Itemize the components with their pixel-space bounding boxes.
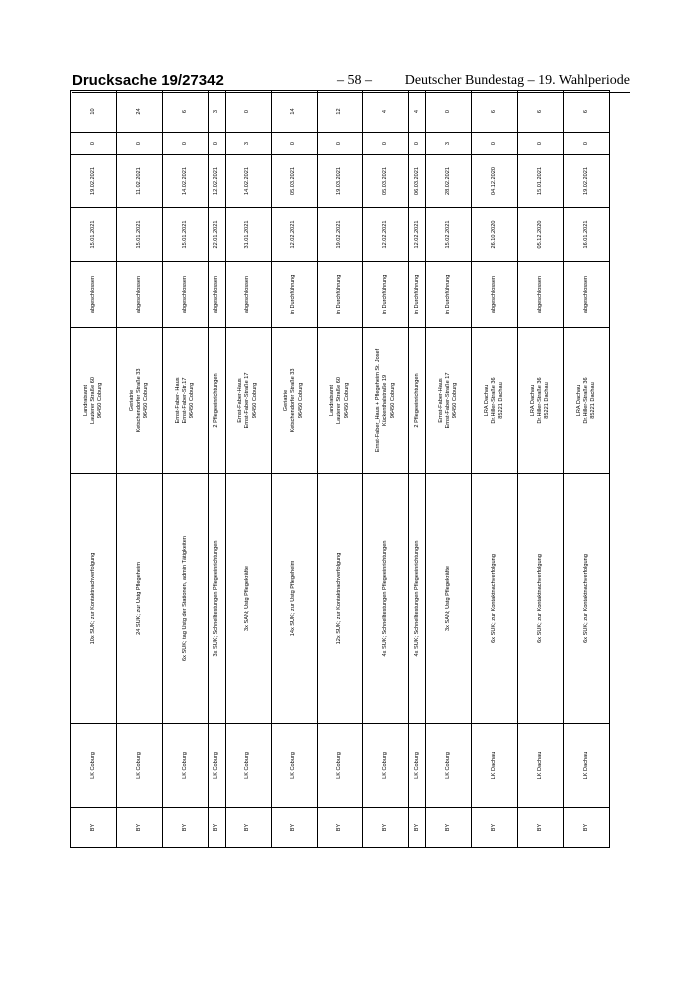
cell-measure: 10x SUK; zur Kontaktnachverfolgung — [71, 474, 117, 724]
location-line: Landratsamt — [329, 384, 336, 417]
cell-status: in Durchführung — [363, 262, 409, 328]
location-line: Lauterer Straße 60 — [89, 377, 96, 424]
cell-status: abgeschlossen — [518, 262, 564, 328]
location-line: Ernst-Faber-Str.17 — [181, 377, 188, 424]
cell-status: abgeschlossen — [116, 262, 162, 328]
page-header — [72, 72, 630, 92]
location-line: Ernst-Faber-Haus — [237, 378, 244, 423]
cell-measure: 14x SUK; zur Ustg Pflegeheim — [271, 474, 317, 724]
page-number: – 58 – — [337, 73, 372, 88]
cell-end-date: 19.02.2021 — [71, 155, 117, 208]
cell-count-b: 6 — [564, 91, 610, 133]
location-line: 85221 Dachau — [590, 382, 597, 419]
table-body — [71, 91, 610, 848]
cell-start-date: 15.01.2021 — [162, 208, 208, 262]
location-line: Lauterer Straße 60 — [336, 377, 343, 424]
cell-land: BY — [71, 808, 117, 848]
cell-start-date: 22.01.2021 — [208, 208, 225, 262]
document-number — [72, 72, 224, 89]
location-line: 96450 Coburg — [97, 382, 104, 419]
location-line: 96450 Coburg — [452, 382, 459, 419]
cell-location — [363, 328, 409, 474]
cell-land: BY — [518, 808, 564, 848]
location-line: Dr.Hiller-Straße 36 — [490, 377, 497, 424]
cell-count-b: 14 — [271, 91, 317, 133]
cell-district: LK Dachau — [472, 724, 518, 808]
cell-land: BY — [271, 808, 317, 848]
cell-measure: 4x SUK; Schnelltestungen Pflegeeinrichtungen — [409, 474, 426, 724]
cell-measure: 12x SUK; zur Kontaktnachverfolgung — [317, 474, 363, 724]
location-line: 2 Pflegeeinrichtungen — [413, 373, 420, 428]
cell-count-a: 0 — [271, 133, 317, 155]
cell-measure: 6x SUK; tag Ustg der Stationen, admin Tätigkeiten — [162, 474, 208, 724]
location-line: 96450 Coburg — [297, 382, 304, 419]
cell-count-b: 0 — [426, 91, 472, 133]
cell-count-a: 3 — [225, 133, 271, 155]
location-line: 96450 Coburg — [389, 382, 396, 419]
cell-start-date: 12.02.2021 — [409, 208, 426, 262]
cell-count-a: 3 — [426, 133, 472, 155]
cell-measure: 6x SUK; zur Kontaktnachverfolgung — [518, 474, 564, 724]
cell-count-a: 0 — [518, 133, 564, 155]
location-line: Ketschendorfer Straße 33 — [135, 368, 142, 433]
cell-measure: 6x SUK; zur Kontaktnachverfolgung — [564, 474, 610, 724]
cell-end-date: 14.02.2021 — [162, 155, 208, 208]
table-row — [208, 91, 225, 848]
table-row — [162, 91, 208, 848]
cell-status: abgeschlossen — [225, 262, 271, 328]
cell-start-date: 26.10.2020 — [472, 208, 518, 262]
location-line: 96450 Coburg — [143, 382, 150, 419]
cell-start-date: 15.02.2021 — [426, 208, 472, 262]
cell-count-a: 0 — [71, 133, 117, 155]
document-number-value: 27342 — [182, 72, 224, 89]
cell-measure: 24 SUK; zur Ustg Pflegeheim — [116, 474, 162, 724]
location-line: Ernst-Faber-Straße 17 — [244, 372, 251, 429]
cell-count-b: 24 — [116, 91, 162, 133]
cell-count-a: 0 — [363, 133, 409, 155]
cell-count-a: 0 — [564, 133, 610, 155]
cell-count-b: 6 — [162, 91, 208, 133]
cell-location — [409, 328, 426, 474]
cell-location — [162, 328, 208, 474]
cell-district: LK Coburg — [409, 724, 426, 808]
cell-location — [271, 328, 317, 474]
cell-location — [426, 328, 472, 474]
cell-land: BY — [208, 808, 225, 848]
cell-end-date: 19.03.2021 — [317, 155, 363, 208]
location-line: 96450 Coburg — [251, 382, 258, 419]
cell-count-a: 0 — [317, 133, 363, 155]
cell-status: abgeschlossen — [208, 262, 225, 328]
cell-land: BY — [409, 808, 426, 848]
cell-district: LK Coburg — [116, 724, 162, 808]
location-line: LRA Dachau — [529, 384, 536, 417]
cell-status: in Durchführung — [409, 262, 426, 328]
cell-end-date: 19.02.2021 — [564, 155, 610, 208]
location-line: Kückenthalstraße 19 — [382, 374, 389, 427]
cell-start-date: 12.02.2021 — [271, 208, 317, 262]
table-row — [564, 91, 610, 848]
cell-count-a: 0 — [409, 133, 426, 155]
cell-status: in Durchführung — [271, 262, 317, 328]
cell-location — [518, 328, 564, 474]
cell-end-date: 12.02.2021 — [208, 155, 225, 208]
cell-count-a: 0 — [162, 133, 208, 155]
cell-location — [225, 328, 271, 474]
cell-start-date: 05.12.2020 — [518, 208, 564, 262]
cell-district: LK Coburg — [208, 724, 225, 808]
location-line: Geriatrie — [128, 389, 135, 412]
cell-count-a: 0 — [116, 133, 162, 155]
location-line: Ernst-Faber-Haus — [437, 378, 444, 423]
location-line: Ernst-Faber_Haus + Pflegeheim St. Josef — [375, 348, 382, 453]
table-region — [70, 108, 610, 848]
table-row — [409, 91, 426, 848]
cell-district: LK Coburg — [271, 724, 317, 808]
location-line: 2 Pflegeeinrichtungen — [213, 373, 220, 428]
cell-location — [317, 328, 363, 474]
table-row — [426, 91, 472, 848]
cell-end-date: 14.02.2021 — [225, 155, 271, 208]
cell-measure: 6x SUK; zur Kontaktnachverfolgung — [472, 474, 518, 724]
cell-status: abgeschlossen — [564, 262, 610, 328]
cell-status: abgeschlossen — [162, 262, 208, 328]
cell-status: abgeschlossen — [472, 262, 518, 328]
location-line: Ernst-Faber-Straße 17 — [444, 372, 451, 429]
location-line: Dr.Hiller-Straße 36 — [536, 377, 543, 424]
cell-measure: 3x SAN; Ustg Pflegekräfte — [426, 474, 472, 724]
cell-count-b: 10 — [71, 91, 117, 133]
table-row — [271, 91, 317, 848]
cell-district: LK Coburg — [71, 724, 117, 808]
cell-measure: 4x SUK; Schnelltestungen Pflegeeinrichtungen — [363, 474, 409, 724]
cell-location — [116, 328, 162, 474]
cell-district: LK Coburg — [317, 724, 363, 808]
cell-end-date: 05.03.2021 — [363, 155, 409, 208]
cell-district: LK Coburg — [225, 724, 271, 808]
location-line: 96450 Coburg — [189, 382, 196, 419]
cell-district: LK Coburg — [363, 724, 409, 808]
cell-end-date: 11.02.2021 — [116, 155, 162, 208]
table-row — [317, 91, 363, 848]
cell-district: LK Dachau — [518, 724, 564, 808]
cell-start-date: 15.01.2021 — [116, 208, 162, 262]
cell-land: BY — [564, 808, 610, 848]
location-line: 85221 Dachau — [544, 382, 551, 419]
cell-count-b: 4 — [409, 91, 426, 133]
cell-district: LK Coburg — [426, 724, 472, 808]
cell-status: in Durchführung — [317, 262, 363, 328]
table-row — [363, 91, 409, 848]
cell-count-b: 6 — [518, 91, 564, 133]
cell-location — [71, 328, 117, 474]
location-line: Landratsamt — [82, 384, 89, 417]
data-table — [70, 90, 610, 848]
cell-district: LK Coburg — [162, 724, 208, 808]
cell-count-b: 6 — [472, 91, 518, 133]
location-line: Dr.Hiller-Straße 36 — [582, 377, 589, 424]
cell-count-a: 0 — [472, 133, 518, 155]
cell-start-date: 16.01.2021 — [564, 208, 610, 262]
location-line: 85221 Dachau — [498, 382, 505, 419]
cell-district: LK Dachau — [564, 724, 610, 808]
cell-count-a: 0 — [208, 133, 225, 155]
cell-count-b: 4 — [363, 91, 409, 133]
location-line: LRA Dachau — [575, 384, 582, 417]
cell-land: BY — [363, 808, 409, 848]
table-row — [225, 91, 271, 848]
cell-measure: 3x SAN; Ustg Pflegekräfte — [225, 474, 271, 724]
location-line: Ernst-Faber- Haus — [174, 377, 181, 424]
table-row — [472, 91, 518, 848]
document-number-prefix: Drucksache 19/ — [72, 72, 183, 89]
cell-land: BY — [162, 808, 208, 848]
cell-count-b: 12 — [317, 91, 363, 133]
location-line: Ketschendorfer Straße 33 — [290, 368, 297, 433]
cell-land: BY — [426, 808, 472, 848]
cell-location — [564, 328, 610, 474]
cell-status: abgeschlossen — [71, 262, 117, 328]
cell-land: BY — [472, 808, 518, 848]
cell-location — [208, 328, 225, 474]
cell-land: BY — [225, 808, 271, 848]
location-line: Geriatrie — [283, 389, 290, 412]
table-row — [518, 91, 564, 848]
table-row — [116, 91, 162, 848]
table-row — [71, 91, 117, 848]
cell-start-date: 15.01.2021 — [71, 208, 117, 262]
publisher: Deutscher Bundestag – 19. Wahlperiode — [404, 73, 630, 88]
cell-end-date: 04.12.2020 — [472, 155, 518, 208]
cell-count-b: 0 — [225, 91, 271, 133]
cell-count-b: 3 — [208, 91, 225, 133]
rotated-table-container — [70, 108, 610, 848]
cell-status: in Durchführung — [426, 262, 472, 328]
location-line: LRA Dachau — [483, 384, 490, 417]
cell-end-date: 28.02.2021 — [426, 155, 472, 208]
cell-end-date: 06.03.2021 — [409, 155, 426, 208]
cell-start-date: 31.01.2021 — [225, 208, 271, 262]
cell-land: BY — [116, 808, 162, 848]
cell-location — [472, 328, 518, 474]
cell-measure: 3x SUK; Schnelltestungen Pflegeeinrichtungen — [208, 474, 225, 724]
cell-end-date: 05.03.2021 — [271, 155, 317, 208]
cell-start-date: 12.02.2021 — [363, 208, 409, 262]
cell-land: BY — [317, 808, 363, 848]
location-line: 96450 Coburg — [343, 382, 350, 419]
cell-end-date: 15.01.2021 — [518, 155, 564, 208]
cell-start-date: 19.02.2021 — [317, 208, 363, 262]
